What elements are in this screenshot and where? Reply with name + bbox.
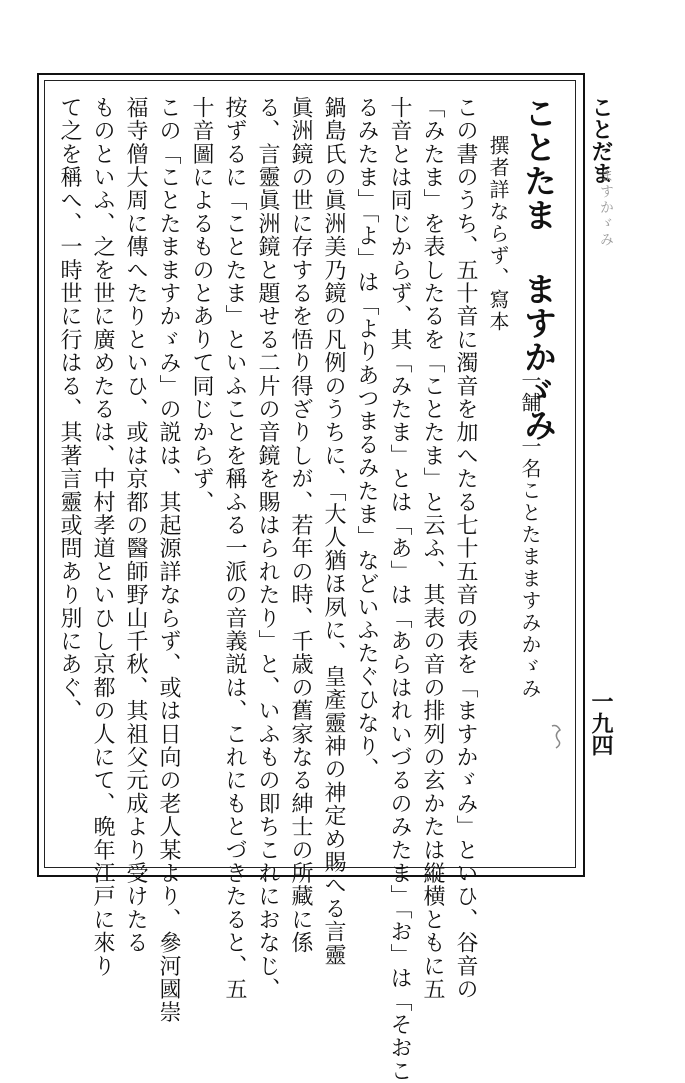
running-title: ことだま: [588, 96, 614, 184]
body-column-5: 鍋島氏の眞洲美乃鏡の凡例のうちに、「大人猶ほ夙に、皇產靈神の神定め賜へる言靈: [321, 96, 346, 967]
volume-info: 一舗 一名ことたまますみかゞみ: [518, 370, 542, 700]
body-column-4: るみたま」「よ」は「よりあつまるみたま」などいふたぐひなり、: [354, 96, 379, 781]
body-column-10: この「ことたまますかゞみ」の説は、其起源詳ならず、或は日向の老人某より、參河國崇: [156, 96, 181, 1024]
body-column-11: 福寺僧大周に傳へたりといひ、或は京都の醫師野山千秋、其祖父元成より受けたる: [123, 96, 148, 955]
faint-ink-mark: [548, 722, 566, 750]
body-column-1: この書のうち、五十音に濁音を加へたる七十五音の表を「ますかゞみ」といひ、谷音の: [453, 96, 478, 1001]
body-column-2: 「みたま」を表したるを「ことたま」と云ふ、其表の音の排列の玄かたは縦横ともに五: [420, 96, 445, 1001]
body-column-8: 按ずるに「ことたま」といふことを稱ふる一派の音義説は、これにもとづきたると、五: [222, 96, 247, 1001]
body-column-6: 眞洲鏡の世に存するを悟り得ざりしが、若年の時、千歳の舊家なる紳士の所藏に係: [288, 96, 313, 955]
page-number: 一九四: [588, 690, 614, 756]
body-column-9: 十音圖によるものとありて同じからず、: [189, 96, 214, 514]
body-column-3: 十音とは同じからず、其「みたま」とは「あ」は「あらはれいづるのみたま」「お」は「そおこ: [387, 96, 412, 1083]
body-column-7: る、言靈眞洲鏡と題せる二片の音鏡を賜はられたり」と、いふもの即ちこれにおなじ、: [255, 96, 280, 1001]
entry-title: ことたま ますかゞみ: [519, 96, 558, 442]
running-title-faint: ますかゞみ: [598, 168, 614, 248]
body-column-13: て之を稱へ、一時世に行はる、其著言靈或問あり別にあぐ、: [57, 96, 82, 723]
author-note: 撰者詳ならず、寫本: [486, 135, 510, 333]
body-column-12: ものといふ、之を世に廣めたるは、中村孝道といひし京都の人にて、晩年江戸に來り: [90, 96, 115, 978]
